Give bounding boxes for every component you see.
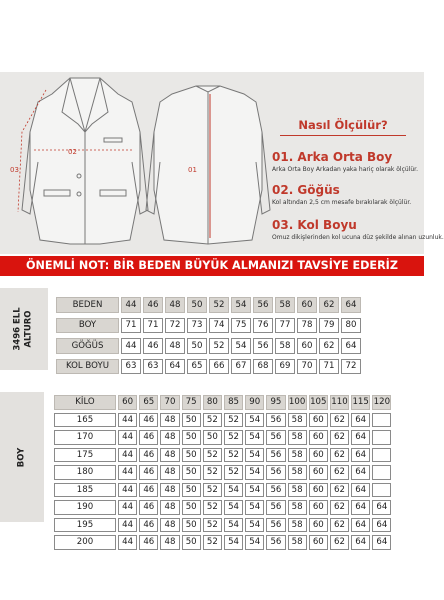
size-cell: 56 bbox=[266, 518, 285, 533]
weight-header-cell: 100 bbox=[288, 395, 307, 410]
weight-header-cell: 80 bbox=[203, 395, 222, 410]
weight-header-cell: 95 bbox=[266, 395, 285, 410]
measurement-cell: 74 bbox=[209, 318, 229, 334]
guide-item-back-length bbox=[272, 150, 422, 173]
guide-item-chest bbox=[272, 183, 422, 206]
size-cell: 44 bbox=[118, 413, 137, 428]
size-cell: 60 bbox=[309, 483, 328, 498]
size-header-cell: 60 bbox=[297, 297, 317, 313]
measurement-cell: 52 bbox=[209, 338, 229, 354]
row-label: GÖĞÜS bbox=[56, 338, 119, 354]
height-row-label: 180 bbox=[54, 465, 116, 480]
measurement-cell: 79 bbox=[319, 318, 339, 334]
measurement-guide-panel bbox=[0, 72, 444, 254]
size-cell: 48 bbox=[160, 448, 179, 463]
size-cell: 54 bbox=[245, 465, 264, 480]
guide-item-sleeve bbox=[272, 218, 444, 241]
model-name: 3496 ELL ALTURO bbox=[12, 307, 34, 351]
size-cell: 54 bbox=[245, 483, 264, 498]
size-cell: 48 bbox=[160, 413, 179, 428]
size-cell: 60 bbox=[309, 430, 328, 445]
measurement-cell: 66 bbox=[209, 359, 229, 375]
measurement-cell: 60 bbox=[297, 338, 317, 354]
size-header-cell: 54 bbox=[231, 297, 251, 313]
size-cell: 62 bbox=[330, 483, 349, 498]
size-cell: 48 bbox=[160, 430, 179, 445]
size-cell: 62 bbox=[330, 500, 349, 515]
measurement-cell: 62 bbox=[319, 338, 339, 354]
guide-item-title: 01. Arka Orta Boy bbox=[272, 150, 393, 164]
measurement-cell: 78 bbox=[297, 318, 317, 334]
size-cell: 60 bbox=[309, 500, 328, 515]
size-cell: 64 bbox=[351, 430, 370, 445]
jacket-back-drawing bbox=[146, 86, 270, 244]
size-cell: 44 bbox=[118, 535, 137, 550]
size-cell: 64 bbox=[351, 483, 370, 498]
model-side-label bbox=[0, 288, 48, 370]
size-cell: 54 bbox=[224, 518, 243, 533]
measurement-cell: 70 bbox=[297, 359, 317, 375]
weight-header-cell: 120 bbox=[372, 395, 391, 410]
size-header-cell: 62 bbox=[319, 297, 339, 313]
weight-header-cell: 115 bbox=[351, 395, 370, 410]
height-row-label: 185 bbox=[54, 483, 116, 498]
measurement-cell: 67 bbox=[231, 359, 251, 375]
size-cell: 46 bbox=[139, 448, 158, 463]
size-cell: 60 bbox=[309, 465, 328, 480]
size-cell: 54 bbox=[224, 483, 243, 498]
size-cell: 64 bbox=[351, 518, 370, 533]
size-cell: 56 bbox=[266, 413, 285, 428]
size-cell: 56 bbox=[266, 430, 285, 445]
row-label: BOY bbox=[56, 318, 119, 334]
size-cell: 44 bbox=[118, 500, 137, 515]
how-to-measure bbox=[268, 118, 418, 136]
size-cell: 60 bbox=[309, 413, 328, 428]
size-cell: 58 bbox=[288, 500, 307, 515]
measurement-cell: 63 bbox=[143, 359, 163, 375]
size-cell bbox=[372, 448, 391, 463]
size-cell: 54 bbox=[245, 413, 264, 428]
table-row bbox=[54, 413, 391, 428]
size-recommendation-table bbox=[52, 392, 393, 553]
size-cell: 62 bbox=[330, 413, 349, 428]
weight-header-cell: 105 bbox=[309, 395, 328, 410]
measurement-cell: 68 bbox=[253, 359, 273, 375]
measurement-cell: 72 bbox=[165, 318, 185, 334]
size-cell: 46 bbox=[139, 483, 158, 498]
size-cell: 64 bbox=[351, 413, 370, 428]
height-row-label: 195 bbox=[54, 518, 116, 533]
size-cell: 50 bbox=[182, 465, 201, 480]
height-row-label: 170 bbox=[54, 430, 116, 445]
size-cell: 50 bbox=[182, 483, 201, 498]
measurement-cell: 64 bbox=[165, 359, 185, 375]
weight-header-cell: 65 bbox=[139, 395, 158, 410]
size-header-cell: 44 bbox=[121, 297, 141, 313]
table-row bbox=[54, 448, 391, 463]
size-header-cell: 58 bbox=[275, 297, 295, 313]
guide-item-title: 03. Kol Boyu bbox=[272, 218, 357, 232]
size-cell: 44 bbox=[118, 430, 137, 445]
table-row bbox=[54, 535, 391, 550]
table-row bbox=[56, 338, 361, 354]
important-note-banner: ÖNEMLİ NOT: BİR BEDEN BÜYÜK ALMANIZI TAVSİYE EDERİZ bbox=[0, 256, 424, 276]
measurement-cell: 63 bbox=[121, 359, 141, 375]
size-cell: 58 bbox=[288, 430, 307, 445]
size-cell: 54 bbox=[224, 500, 243, 515]
weight-header-cell: 90 bbox=[245, 395, 264, 410]
size-cell: 62 bbox=[330, 518, 349, 533]
header-label: KİLO bbox=[54, 395, 116, 410]
size-cell: 50 bbox=[203, 430, 222, 445]
size-cell: 56 bbox=[266, 483, 285, 498]
size-cell: 50 bbox=[182, 448, 201, 463]
size-cell: 50 bbox=[182, 413, 201, 428]
marker-02: 02 bbox=[68, 148, 77, 156]
size-cell bbox=[372, 465, 391, 480]
size-cell: 58 bbox=[288, 448, 307, 463]
guide-item-title: 02. Göğüs bbox=[272, 183, 340, 197]
size-header-cell: 50 bbox=[187, 297, 207, 313]
measurement-cell: 44 bbox=[121, 338, 141, 354]
size-header-cell: 52 bbox=[209, 297, 229, 313]
size-cell: 58 bbox=[288, 483, 307, 498]
table-row bbox=[56, 359, 361, 375]
size-cell: 58 bbox=[288, 518, 307, 533]
weight-header-cell: 75 bbox=[182, 395, 201, 410]
size-cell: 52 bbox=[224, 413, 243, 428]
size-cell: 46 bbox=[139, 500, 158, 515]
size-cell: 52 bbox=[203, 535, 222, 550]
size-cell: 48 bbox=[160, 518, 179, 533]
size-cell: 44 bbox=[118, 465, 137, 480]
how-to-measure-title: Nasıl Ölçülür? bbox=[298, 118, 388, 132]
measurement-cell: 46 bbox=[143, 338, 163, 354]
measurement-cell: 71 bbox=[319, 359, 339, 375]
table-row bbox=[56, 318, 361, 334]
table-row bbox=[54, 465, 391, 480]
size-cell: 50 bbox=[182, 535, 201, 550]
size-cell: 60 bbox=[309, 535, 328, 550]
size-cell: 46 bbox=[139, 465, 158, 480]
size-cell: 64 bbox=[351, 500, 370, 515]
size-cell: 52 bbox=[224, 448, 243, 463]
size-header-cell: 46 bbox=[143, 297, 163, 313]
size-cell: 56 bbox=[266, 465, 285, 480]
size-cell: 54 bbox=[245, 500, 264, 515]
weight-header-cell: 70 bbox=[160, 395, 179, 410]
table-header-row bbox=[54, 395, 391, 410]
measurement-cell: 69 bbox=[275, 359, 295, 375]
size-cell: 54 bbox=[245, 518, 264, 533]
jacket-front-drawing bbox=[22, 78, 148, 244]
size-cell: 54 bbox=[245, 430, 264, 445]
height-row-label: 190 bbox=[54, 500, 116, 515]
size-cell: 44 bbox=[118, 518, 137, 533]
size-cell: 56 bbox=[266, 535, 285, 550]
size-cell: 48 bbox=[160, 535, 179, 550]
size-cell: 46 bbox=[139, 535, 158, 550]
table-header-row bbox=[56, 297, 361, 313]
size-cell bbox=[372, 430, 391, 445]
size-cell: 54 bbox=[245, 448, 264, 463]
row-label: KOL BOYU bbox=[56, 359, 119, 375]
size-cell: 64 bbox=[372, 535, 391, 550]
size-cell: 52 bbox=[203, 500, 222, 515]
measurement-cell: 71 bbox=[143, 318, 163, 334]
measurement-cell: 64 bbox=[341, 338, 361, 354]
measurement-cell: 75 bbox=[231, 318, 251, 334]
size-cell: 52 bbox=[203, 483, 222, 498]
size-cell bbox=[372, 413, 391, 428]
model-measurement-table bbox=[54, 292, 363, 379]
size-cell: 50 bbox=[182, 500, 201, 515]
table-row bbox=[54, 518, 391, 533]
measurement-cell: 71 bbox=[121, 318, 141, 334]
title-underline bbox=[280, 135, 406, 136]
measurement-cell: 76 bbox=[253, 318, 273, 334]
size-cell: 48 bbox=[160, 500, 179, 515]
size-header-cell: 64 bbox=[341, 297, 361, 313]
size-cell: 54 bbox=[224, 535, 243, 550]
measurement-cell: 54 bbox=[231, 338, 251, 354]
size-cell: 52 bbox=[203, 413, 222, 428]
size-cell bbox=[372, 483, 391, 498]
table-row bbox=[54, 483, 391, 498]
size-cell: 58 bbox=[288, 535, 307, 550]
guide-item-desc: Omuz dikişlerinden kol ucuna düz şekilde alınan uzunluk. bbox=[272, 234, 444, 241]
size-cell: 62 bbox=[330, 465, 349, 480]
height-row-label: 175 bbox=[54, 448, 116, 463]
height-row-label: 165 bbox=[54, 413, 116, 428]
marker-03: 03 bbox=[10, 166, 19, 174]
size-header-cell: 48 bbox=[165, 297, 185, 313]
size-cell: 62 bbox=[330, 448, 349, 463]
size-cell: 56 bbox=[266, 448, 285, 463]
height-side-label bbox=[0, 392, 44, 522]
size-cell: 52 bbox=[224, 430, 243, 445]
weight-header-cell: 60 bbox=[118, 395, 137, 410]
size-cell: 44 bbox=[118, 448, 137, 463]
size-cell: 56 bbox=[266, 500, 285, 515]
measurement-cell: 48 bbox=[165, 338, 185, 354]
size-cell: 46 bbox=[139, 430, 158, 445]
size-cell: 64 bbox=[351, 465, 370, 480]
size-cell: 54 bbox=[245, 535, 264, 550]
measurement-cell: 77 bbox=[275, 318, 295, 334]
size-cell: 46 bbox=[139, 413, 158, 428]
marker-01: 01 bbox=[188, 166, 197, 174]
size-cell: 52 bbox=[224, 465, 243, 480]
size-cell: 48 bbox=[160, 483, 179, 498]
size-cell: 62 bbox=[330, 430, 349, 445]
size-cell: 64 bbox=[372, 500, 391, 515]
size-cell: 50 bbox=[182, 430, 201, 445]
measurement-cell: 80 bbox=[341, 318, 361, 334]
size-cell: 50 bbox=[182, 518, 201, 533]
height-row-label: 200 bbox=[54, 535, 116, 550]
size-cell: 52 bbox=[203, 465, 222, 480]
measurement-cell: 72 bbox=[341, 359, 361, 375]
measurement-cell: 50 bbox=[187, 338, 207, 354]
measurement-cell: 73 bbox=[187, 318, 207, 334]
table-row bbox=[54, 500, 391, 515]
guide-item-desc: Arka Orta Boy Arkadan yaka hariç olarak ölçülür. bbox=[272, 166, 418, 173]
measurement-cell: 58 bbox=[275, 338, 295, 354]
weight-header-cell: 110 bbox=[330, 395, 349, 410]
height-axis-label: BOY bbox=[16, 447, 27, 467]
weight-header-cell: 85 bbox=[224, 395, 243, 410]
size-cell: 62 bbox=[330, 535, 349, 550]
size-cell: 60 bbox=[309, 518, 328, 533]
header-label: BEDEN bbox=[56, 297, 119, 313]
size-cell: 60 bbox=[309, 448, 328, 463]
size-cell: 44 bbox=[118, 483, 137, 498]
size-header-cell: 56 bbox=[253, 297, 273, 313]
size-cell: 52 bbox=[203, 518, 222, 533]
size-cell: 64 bbox=[351, 535, 370, 550]
size-cell: 58 bbox=[288, 465, 307, 480]
table-row bbox=[54, 430, 391, 445]
measurement-cell: 56 bbox=[253, 338, 273, 354]
size-cell: 64 bbox=[351, 448, 370, 463]
size-cell: 52 bbox=[203, 448, 222, 463]
size-cell: 48 bbox=[160, 465, 179, 480]
measurement-cell: 65 bbox=[187, 359, 207, 375]
size-cell: 58 bbox=[288, 413, 307, 428]
size-cell: 46 bbox=[139, 518, 158, 533]
size-cell: 64 bbox=[372, 518, 391, 533]
guide-item-desc: Kol altından 2,5 cm mesafe bırakılarak ölçülür. bbox=[272, 199, 412, 206]
